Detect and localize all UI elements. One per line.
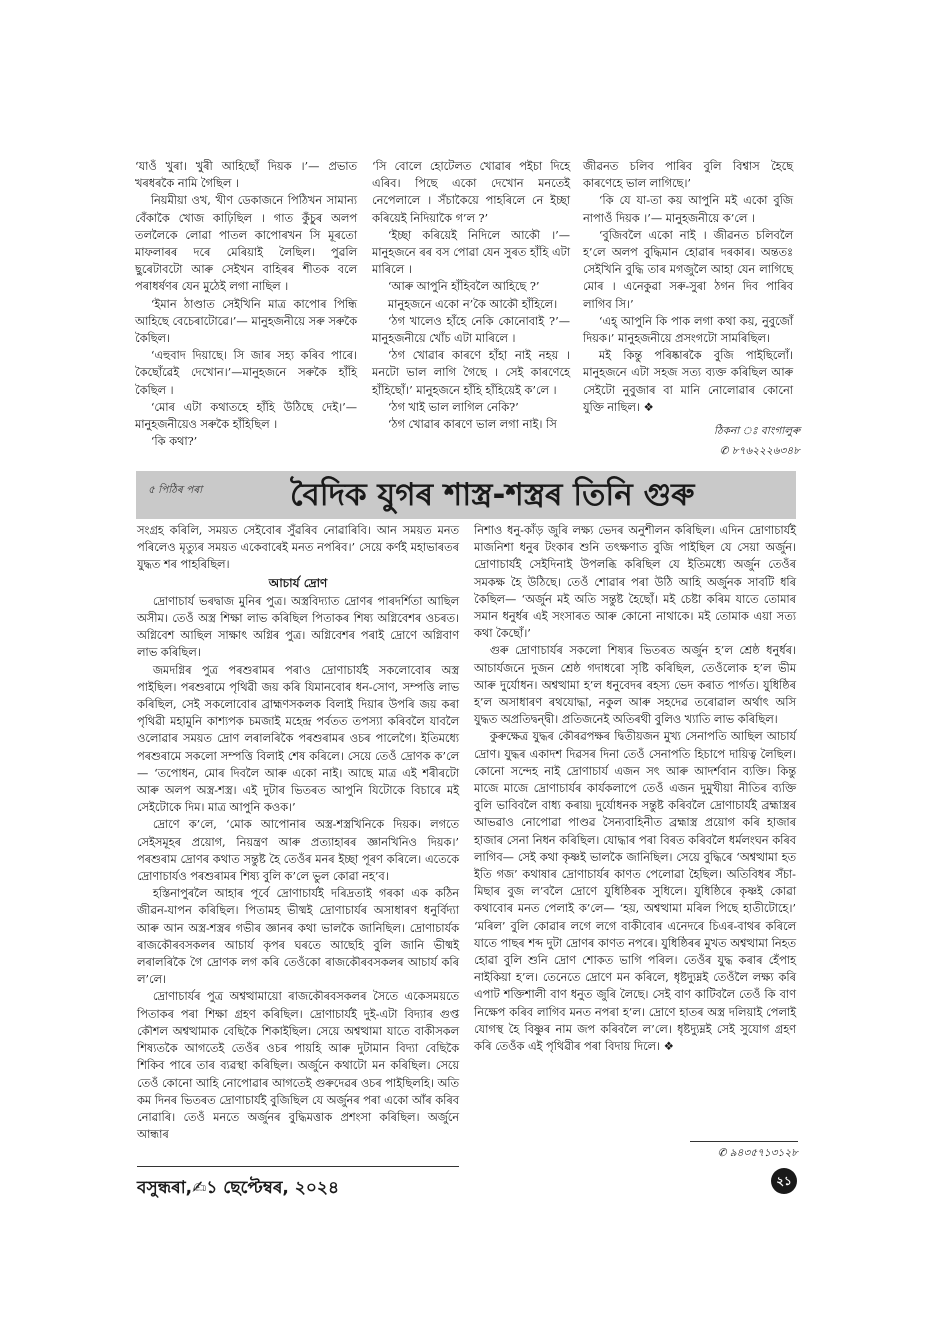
continued-from-label: ৫ পিঠিৰ পৰা — [148, 484, 203, 496]
story-paragraph: নিয়মীয়া ওখ, খীণ ডেকাজনে পিঠিখন সামান্য বেঁকাকৈ খোজ কাঢ়িছিল । গাত কুঁচুৰ অলপ তললৈকে লোৱা পাতল কাপোৰখন সি মূৰতো মাফলাৰৰ দৰে মেৰিয়াই লৈছিল। পুৱলি ছুৰেটাবটো আৰু সেইখন বাহিৰৰ শীতক বলে পৰাধৰ্ষণৰ যেন মুঠেই লগা নাছিল । — [135, 194, 357, 294]
author-address: ঠিকনা ঃ বাংগালুৰু — [713, 425, 800, 437]
article-column-left — [137, 522, 459, 1143]
story-paragraph: ‘এহ্ আপুনি কি পাক লগা কথা কয়, নুবুজোঁ দিয়ক।’ মানুহজনীয়ে প্ৰসংগটো সামৰিছিল। — [583, 314, 793, 346]
footer-rule — [137, 1166, 459, 1167]
article-paragraph: গুৰু দ্ৰোণাচাৰ্যৰ সকলো শিষ্যৰ ভিতৰত অৰ্জুন হ’ল শ্ৰেষ্ঠ ধনুৰ্ধৰ। আচাৰ্যজনে দুজন শ্ৰেষ্ঠ গদাধৰো সৃষ্টি কৰিছিল, তেওঁলোক হ’ল ভীম আৰু দুৰ্যোধন। অশ্বত্থামা হ’ল ধনুবেদৰ ৰহস্য ভেদ কৰাত পাৰ্গত। যুধিষ্ঠিৰ হ’ল অসাধাৰণ ৰথযোদ্ধা, নকুল আৰু সহদেৱ তৰোৱাল অৰ্থাৎ অসি যুদ্ধত অপ্ৰতিদ্বন্দ্বী। প্ৰতিজনেই অতিৰথী বুলিও খ্যাতি লাভ কৰিছিল। — [474, 644, 796, 727]
story-paragraph: মই কিন্তু পৰিষ্কাৰকৈ বুজি পাইছিলোঁ। মানুহজনে এটা সহজ সত্য ব্যক্ত কৰিছিল আৰু সেইটো নুবুজাৰ বা মানি নোলোৱাৰ কোনো যুক্তি নাছিল। ❖ — [583, 349, 793, 414]
story-paragraph: ‘এহুবাদ দিয়াছে। সি জাৰ সহ্য কৰিব পাৰে। কৈছোঁৱেই দেখোন।’—মানুহজনে সৰুকৈ হাঁহি কৈছিল । — [135, 349, 357, 397]
story-paragraph: ‘মোৰ এটা কথাতহে হাঁহি উঠিছে দেই।’— মানুহজনীয়েও সৰুকৈ হাঁহিছিল । — [135, 400, 357, 432]
story-column-2 — [372, 158, 570, 433]
article-paragraph: হস্তিনাপুৰলৈ আহাৰ পূৰ্বে দ্ৰোণাচাৰ্যই দৰিদ্ৰতাই গৰকা এক কঠিন জীৱন-যাপন কৰিছিল। পিতামহ ভীষ্মই দ্ৰোণাচাৰ্যৰ অসাধাৰণ ধনুৰ্বিদ্যা আৰু আন অস্ত্ৰ-শস্ত্ৰৰ গভীৰ জ্ঞানৰ কথা ভালকৈ জানিছিল। দ্ৰোণাচাৰ্যক ৰাজকৌৰবসকলৰ আচাৰ্য কৃপৰ ঘৰতে আছেহি বুলি জানি ভীষ্মই লৰালৰিকৈ গৈ দ্ৰোণক লগ কৰি তেওঁকো ৰাজকৌৰবসকলৰ আচাৰ্য কৰি ল’লে। — [137, 887, 459, 987]
article-paragraph: সংগ্ৰহ কৰিলি, সময়ত সেইবোৰ সুঁৱৰিব নোৱাৰিবি। আন সময়ত মনত পৰিলেও মৃত্যুৰ সময়ত একেবাৰেই মনত নপৰিব।’ সেয়ে কৰ্ণই মহাভাৰতৰ যুদ্ধত শৰ পাহৰিছিল। — [137, 524, 459, 572]
story-paragraph: ‘ঠগ খাই ভাল লাগিল নেকি?’ — [387, 400, 519, 414]
story-paragraph: ‘কি কথা?’ — [150, 435, 198, 449]
story-paragraph: ‘সি বোলে হোটেলত খোৱাৰ পইচা দিহে এৰিব। পিছে একো দেখোন মনতেই নেপেলালে । সঁচাকৈয়ে পাহৰিলে নে ইচ্ছা কৰিয়েই নিদিয়াকৈ গ’ল ?’ — [372, 160, 570, 225]
story-paragraph: ‘আৰু আপুনি হাঁহিবলৈ আহিছে ?’ — [387, 280, 540, 294]
page-number: ২১ — [771, 1168, 797, 1194]
story-paragraph: ‘ঠগ খালেও হাঁহে নেকি কোনোবাই ?’— মানুহজনীয়ে খোঁচ এটা মাৰিলে । — [372, 314, 570, 346]
publication-footer: বসুন্ধৰা,✍১ ছেপ্টেম্বৰ, ২০২৪ — [137, 1178, 339, 1198]
article-paragraph: দ্ৰোণে ক’লে, ‘মোক আপোনাৰ অস্ত্ৰ-শস্ত্ৰখিনিকে দিয়ক। লগতে সেইসমূহৰ প্ৰয়োগ, নিয়ন্ত্ৰণ আৰু প্ৰত্যাহাৰৰ জ্ঞানখিনিও দিয়ক।’ পৰশুৰাম দ্ৰোণৰ কথাত সন্তুষ্ট হৈ তেওঁৰ মনৰ ইচ্ছা পূৰণ কৰিলে। এতেকে দ্ৰোণাচাৰ্যও পৰশুৰামৰ শিষ্য বুলি ক’লে ভুল কোৱা নহ’ব। — [137, 818, 459, 884]
article-subheading: আচাৰ্য দ্ৰোণ — [268, 575, 328, 590]
story-paragraph: ‘ইচ্ছা কৰিয়েই নিদিলে আকৌ ।’— মানুহজনে ৰৰ বস পোৱা যেন সুৰত হাঁহি এটা মাৰিলে । — [372, 228, 570, 277]
article-column-right — [474, 522, 796, 1055]
author-phone: ✆ ৮৭৬২২২৬৩৪৮ — [719, 445, 800, 457]
article-author-phone: ✆ ৯৪৩৫৭১৩১২৮ — [717, 1147, 798, 1159]
article-paragraph: দ্ৰোণাচাৰ্য ভৰদ্বাজ মুনিৰ পুত্ৰ। অস্ত্ৰবিদ্যাত দ্ৰোণৰ পাৰদৰ্শিতা আছিল অসীম। তেওঁ অস্ত্ৰ শিক্ষা লাভ কৰিছিল পিতাকৰ শিষ্য অগ্নিবেশৰ ওচৰত। অগ্নিবেশ আছিল সাক্ষাৎ অগ্নিৰ পুত্ৰ। অগ্নিবেশৰ পৰাই দ্ৰোণে অগ্নিবাণ লাভ কৰিছিল। — [137, 594, 459, 660]
article-title: বৈদিক যুগৰ শাস্ত্ৰ-শস্ত্ৰৰ তিনি গুৰু — [290, 477, 695, 513]
story-paragraph: ‘যাওঁ খুৰা। খুৰী আহিছোঁ দিয়ক ।’— প্ৰভাত খৰধৰকৈ নামি গৈছিল । — [135, 160, 357, 191]
article-paragraph: জমদগ্নিৰ পুত্ৰ পৰশুৰামৰ পৰাও দ্ৰোণাচাৰ্যই সকলোবোৰ অস্ত্ৰ পাইছিল। পৰশুৰামে পৃথিৱী জয় কৰি যিমানবোৰ ধন-সোণ, সম্পত্তি লাভ কৰিছিল, সেই সকলোবোৰ ব্ৰাহ্মণসকলক বিলাই দিয়াৰ উপৰি জয় কৰা পৃথিৱী মহামুনি কাশ্যপক চমজাই মহেন্দ্ৰ পৰ্বতত তপস্যা কৰিবলৈ যাবলৈ ওলোৱাৰ সময়ত দ্ৰোণ লৰালৰিকৈ পৰশুৰামৰ ওচৰ পালেগৈ। ইতিমধ্যে পৰশুৰামে সকলো সম্পত্তি বিলাই শেষ কৰিলে। সেয়ে তেওঁ দ্ৰোণক ক’লে— ‘তপোধন, মোৰ দিবলৈ আৰু একো নাই। আছে মাত্ৰ এই শৰীৰটো আৰু অলপ অস্ত্ৰ-শস্ত্ৰ। এই দুটাৰ ভিতৰত আপুনি যিটোকে বিচাৰে মই সেইটোকে দিম। মাত্ৰ আপুনি কওক।’ — [137, 663, 459, 815]
story-column-3 — [583, 158, 793, 416]
phone-divider — [690, 1141, 798, 1142]
article-paragraph: দ্ৰোণাচাৰ্যৰ পুত্ৰ অশ্বত্থামায়ো ৰাজকৌৰবসকলৰ সৈতে একেসময়তে পিতাকৰ পৰা শিক্ষা গ্ৰহণ কৰিছিল। দ্ৰোণাচাৰ্যই দুই-এটা বিদ্যাৰ গুপ্ত কৌশল অশ্বত্থামাক বেছিকৈ শিকাইছিল। সেয়ে অশ্বত্থামা যাতে বাকীসকল শিষ্যতকৈ আগতেই তেওঁৰ ওচৰ পায়হি আৰু দুটামান বিদ্যা বেছিকৈ শিকিব পাৰে তাৰ ব্যৱস্থা কৰিছিল। অৰ্জুনে কথাটো মন কৰিছিল। সেয়ে তেওঁ কোনো আহি নোপোৱাৰ আগতেই গুৰুদেৱৰ ওচৰ পাইছিলহি। অতি কম দিনৰ ভিতৰত দ্ৰোণাচাৰ্যই বুজিছিল যে অৰ্জুনৰ পৰা একো আঁৰ কৰিব নোৱাৰি। তেওঁ মনতে অৰ্জুনৰ বুদ্ধিমত্তাক প্ৰশংসা কৰিছিল। অৰ্জুনে আন্ধাৰ — [137, 990, 459, 1142]
story-column-1 — [135, 158, 357, 450]
article-paragraph: কুৰুক্ষেত্ৰ যুদ্ধৰ কৌৰৱপক্ষৰ দ্বিতীয়জন মুখ্য সেনাপতি আছিল আচাৰ্য দ্ৰোণ। যুদ্ধৰ একাদশ দিৱসৰ দিনা তেওঁ সেনাপতি হিচাপে দায়িত্ব লৈছিল। কোনো সন্দেহ নাই দ্ৰোণাচাৰ্য এজন সৎ আৰু আদৰ্শবান ব্যক্তি। কিন্তু মাজে মাজে দ্ৰোণাচাৰ্যৰ কাৰ্যকলাপে তেওঁ এজন দুমুখীয়া নীতিৰ ব্যক্তি বুলি ভাবিবলৈ বাধ্য কৰায়৷ দুৰ্যোধনক সন্তুষ্ট কৰিবলৈ দ্ৰোণাচাৰ্যই ব্ৰহ্মাস্ত্ৰৰ আভৱাও নোপোৱা পাণ্ডৱ সৈন্যবাহিনীত ব্ৰহ্মাস্ত্ৰ প্ৰয়োগ কৰি হাজাৰ হাজাৰ সেনা নিধন কৰিছিল। যোদ্ধাৰ পৰা বিৰত কৰিবলৈ ধৰ্মলংঘন কৰিব লাগিব— সেই কথা কৃষ্ণই ভালকৈ জানিছিল। সেয়ে বুদ্ধিৰে ‘অশ্বত্থামা হত ইতি গজ’ কথাষাৰ দ্ৰোণাচাৰ্যৰ কাণত পেলোৱা হৈছিল। অতিবিধৰ সঁচা-মিছাৰ বুজ ল’বলৈ দ্ৰোণে যুধিষ্ঠিৰক সুধিলে। যুধিষ্ঠিৰে কৃষ্ণই কোৱা কথাবোৰ মনত পেলাই ক’লে— ‘হয়, অশ্বত্থামা মৰিল পিছে হাতীটোহে।’ ‘মৰিল’ বুলি কোৱাৰ লগে লগে বাকীবোৰ এনেদৰে চিএৰ-বাথৰ কৰিলে যাতে পাছৰ শব্দ দুটা দ্ৰোণৰ কাণত নপৰে। যুধিষ্ঠিৰৰ মুখত অশ্বত্থামা নিহত হোৱা বুলি শুনি দ্ৰোণ শোকত ভাগি পৰিল। তেওঁৰ যুদ্ধ কৰাৰ হেঁপাহ নাইকিয়া হ’ল। তেনেতে দ্ৰোণে মন কৰিলে, ধৃষ্টদ্যুম্নই তেওঁলৈ লক্ষ্য কৰি এপাট শক্তিশালী বাণ ধনুত জুৰি লৈছে। সেই বাণ কাটিবলৈ তেওঁ কি বাণ নিক্ষেপ কৰিব লাগিব মনত নপৰা হ’ল। দ্ৰোণে হাতৰ অস্ত্ৰ দলিয়াই পেলাই যোগস্থ হৈ বিষ্ণুৰ নাম জপ কৰিবলৈ ল’লে। ধৃষ্টদ্যুম্নই সেই সুযোগ গ্ৰহণ কৰি তেওঁক এই পৃথিৱীৰ পৰা বিদায় দিলে। ❖ — [474, 730, 796, 1054]
story-paragraph: মানুহজনে একো ন’কৈ আকৌ হাঁহিলে। — [387, 297, 558, 311]
story-paragraph: ‘ঠগ খোৱাৰ কাৰণে ভাল লগা নাই। সি — [387, 418, 557, 432]
article-paragraph: নিশাও ধনু-কাঁড় জুৰি লক্ষ্য ভেদৰ অনুশীলন কৰিছিল। এদিন দ্ৰোণাচাৰ্যই মাজনিশা ধনুৰ টংকাৰ শুনি তৎক্ষণাত বুজি পাইছিল যে সেয়া অৰ্জুন। দ্ৰোণাচাৰ্যই সেইদিনাই উপলব্ধি কৰিছিল যে ইতিমধ্যে অৰ্জুন তেওঁৰ সমকক্ষ হৈ উঠিছে। তেওঁ শোৱাৰ পৰা উঠি আহি অৰ্জুনক সাবটি ধৰি কৈছিল— ‘অৰ্জুন মই অতি সন্তুষ্ট হৈছোঁ। মই চেষ্টা কৰিম যাতে তোমাৰ সমান ধনুৰ্ধৰ এই সংসাৰত আৰু কোনো নাথাকে। মই তোমাক এয়া সত্য কথা কৈছোঁ।’ — [474, 524, 796, 641]
story-paragraph: ‘ঠগ খোৱাৰ কাৰণে হাঁহা নাই নহয় । মনটো ভাল লাগি গৈছে । সেই কাৰণেহে হাঁহিছোঁ।’ মানুহজনে হাঁহি হাঁহিয়েই ক’লে । — [372, 349, 570, 397]
story-paragraph: ‘ইমান ঠাণ্ডাত সেইখিনি মাত্ৰ কাপোৰ পিন্ধি আহিছে বেচেৰাটোৱে।’— মানুহজনীয়ে সৰু সৰুকৈ কৈছিল। — [135, 297, 357, 346]
story-paragraph: ‘বুজিবলৈ একো নাই । জীৱনত চলিবলৈ হ’লে অলপ বুদ্ধিমান হোৱাৰ দৰকাৰ। অন্ততঃ সেইখিনি বুদ্ধি তাৰ মগজুলৈ আহা যেন লাগিছে মোৰ । এনেকুৱা সৰু-সুৰা ঠগন দিব পাৰিব লাগিব সি।’ — [583, 228, 793, 311]
story-paragraph: ‘কি যে যা-তা কয় আপুনি মই একো বুজি নাপাওঁ দিয়ক ।’— মানুহজনীয়ে ক’লে । — [583, 194, 793, 225]
story-paragraph: জীৱনত চলিব পাৰিব বুলি বিশ্বাস হৈছে কাৰণেহে ভাল লাগিছে।’ — [583, 160, 793, 191]
